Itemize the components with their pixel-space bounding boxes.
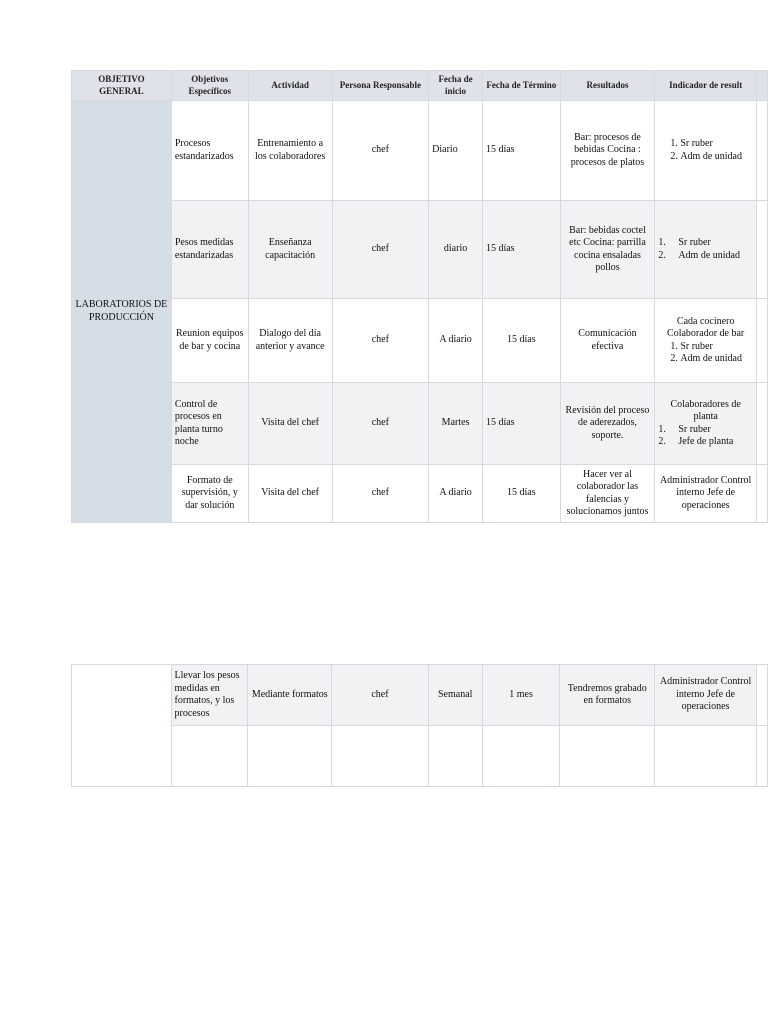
table-row (72, 101, 768, 201)
empty-cell (655, 726, 757, 787)
empty-cell (560, 726, 655, 787)
indicador-cell (655, 299, 757, 383)
especifico-cell: Control de procesos en planta turno noche (171, 383, 248, 465)
indicador-item: 2. Adm de unidad (680, 353, 753, 366)
empty-cell (428, 726, 482, 787)
resultados-cell: Comunicación efectiva (560, 299, 655, 383)
actividad-cell: Mediante formatos (248, 665, 332, 726)
row-edge (756, 101, 767, 201)
especifico-cell: Pesos medidas estandarizadas (171, 201, 248, 299)
indicador-cell (655, 101, 757, 201)
empty-cell (332, 726, 429, 787)
indicador-cell: Administrador Control interno Jefe de operaciones (655, 665, 757, 726)
responsable-cell: chef (332, 101, 429, 201)
header-actividad: Actividad (248, 71, 332, 101)
row-edge (756, 201, 767, 299)
indicador-item: 1. Sr ruber (658, 423, 711, 435)
table-row (72, 465, 768, 523)
table-row (72, 665, 768, 726)
header-row (72, 71, 768, 101)
resultados-cell: Hacer ver al colaborador las falencias y solucionamos juntos (560, 465, 655, 523)
header-edge (756, 71, 767, 101)
actividad-cell: Visita del chef (248, 383, 332, 465)
header-objetivos-especificos: Objetivos Específicos (171, 71, 248, 101)
actividad-cell: Visita del chef (248, 465, 332, 523)
table-row (72, 201, 768, 299)
row-edge (756, 465, 767, 523)
inicio-cell: A diario (429, 299, 483, 383)
header-fecha-inicio: Fecha de inicio (429, 71, 483, 101)
empty-cell (171, 726, 248, 787)
especifico-cell: Llevar los pesos medidas en formatos, y los procesos (171, 665, 248, 726)
indicador-item: 2. Adm de unidad (680, 151, 753, 164)
indicador-pre: Cada cocinero Colaborador de bar (667, 315, 745, 339)
responsable-cell: chef (332, 201, 429, 299)
row-edge (756, 299, 767, 383)
indicador-item: 1. Sr ruber (658, 237, 711, 248)
indicador-item: 1. Sr ruber (680, 341, 753, 354)
termino-cell: 15 días (482, 383, 560, 465)
inicio-cell: A diario (429, 465, 483, 523)
especifico-cell: Reunion equipos de bar y cocina (171, 299, 248, 383)
header-persona-responsable: Persona Responsable (332, 71, 429, 101)
inicio-cell: Martes (429, 383, 483, 465)
resultados-cell: Tendremos grabado en formatos (560, 665, 655, 726)
objetivo-general-empty-cell (72, 665, 172, 787)
indicador-cell: Administrador Control interno Jefe de operaciones (655, 465, 757, 523)
indicador-item: 2. Jefe de planta (658, 436, 734, 447)
especifico-cell: Procesos estandarizados (171, 101, 248, 201)
row-edge (756, 726, 767, 787)
header-objetivo-general: OBJETIVO GENERAL (72, 71, 172, 101)
indicador-pre: Colaboradores de planta (670, 398, 741, 422)
termino-cell: 15 días (482, 101, 560, 201)
resultados-cell: Revisión del proceso de aderezados, soporte. (560, 383, 655, 465)
inicio-cell: diario (429, 201, 483, 299)
row-edge (756, 665, 767, 726)
resultados-cell: Bar: procesos de bebidas Cocina : procesos de platos (560, 101, 655, 201)
especifico-cell: Formato de supervisión, y dar solución (171, 465, 248, 523)
table-row-empty (72, 726, 768, 787)
empty-cell (482, 726, 560, 787)
table-row (72, 383, 768, 465)
resultados-cell: Bar: bebidas coctel etc Cocina: parrilla cocina ensaladas pollos (560, 201, 655, 299)
termino-cell: 15 días (482, 201, 560, 299)
inicio-cell: Semanal (428, 665, 482, 726)
indicador-item: 1. Sr ruber (680, 138, 753, 151)
actividad-cell: Enseñanza capacitación (248, 201, 332, 299)
responsable-cell: chef (332, 299, 429, 383)
termino-cell: 1 mes (482, 665, 560, 726)
plan-table-continued (71, 664, 768, 787)
responsable-cell: chef (332, 665, 429, 726)
indicador-item: 2. Adm de unidad (658, 249, 740, 261)
termino-cell: 15 días (482, 299, 560, 383)
inicio-cell: Diario (429, 101, 483, 201)
responsable-cell: chef (332, 383, 429, 465)
empty-cell (248, 726, 332, 787)
actividad-cell: Entrenamiento a los colaboradores (248, 101, 332, 201)
header-resultados: Resultados (560, 71, 655, 101)
termino-cell: 15 días (482, 465, 560, 523)
plan-table-main (71, 70, 768, 523)
indicador-cell (655, 383, 757, 465)
table-row (72, 299, 768, 383)
indicador-cell (655, 201, 757, 299)
header-indicador: Indicador de result (655, 71, 757, 101)
header-fecha-termino: Fecha de Término (482, 71, 560, 101)
row-edge (756, 383, 767, 465)
objetivo-general-cell: LABORATORIOS DE PRODUCCIÓN (72, 101, 172, 523)
responsable-cell: chef (332, 465, 429, 523)
actividad-cell: Dialogo del día anterior y avance (248, 299, 332, 383)
